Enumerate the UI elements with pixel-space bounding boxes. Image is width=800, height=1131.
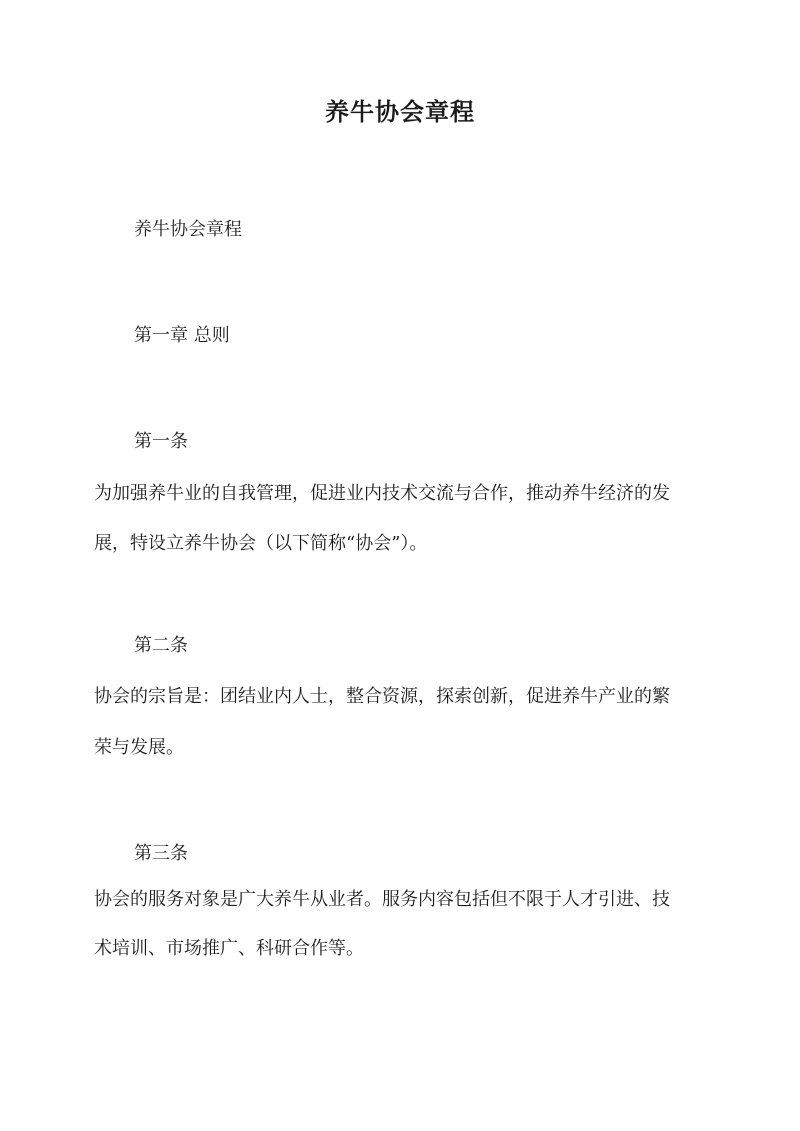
article-text-line: 展，特设立养牛协会（以下简称“协会”）。	[94, 533, 428, 554]
article-text-line: 协会的服务对象是广大养牛从业者。服务内容包括但不限于人才引进、技	[94, 889, 670, 910]
document-title: 养牛协会章程	[325, 97, 475, 126]
article-text-line: 为加强养牛业的自我管理，促进业内技术交流与合作，推动养牛经济的发	[94, 483, 670, 504]
chapter-heading: 第一章 总则	[134, 325, 230, 346]
article-text-line: 协会的宗旨是：团结业内人士，整合资源，探索创新，促进养牛产业的繁	[94, 686, 670, 707]
document-subtitle: 养牛协会章程	[134, 219, 242, 240]
article-heading: 第三条	[134, 843, 188, 864]
article-heading: 第一条	[134, 431, 188, 452]
article-heading: 第二条	[134, 635, 188, 656]
article-text-line: 术培训、市场推广、科研合作等。	[94, 938, 364, 959]
article-text-line: 荣与发展。	[94, 737, 184, 758]
